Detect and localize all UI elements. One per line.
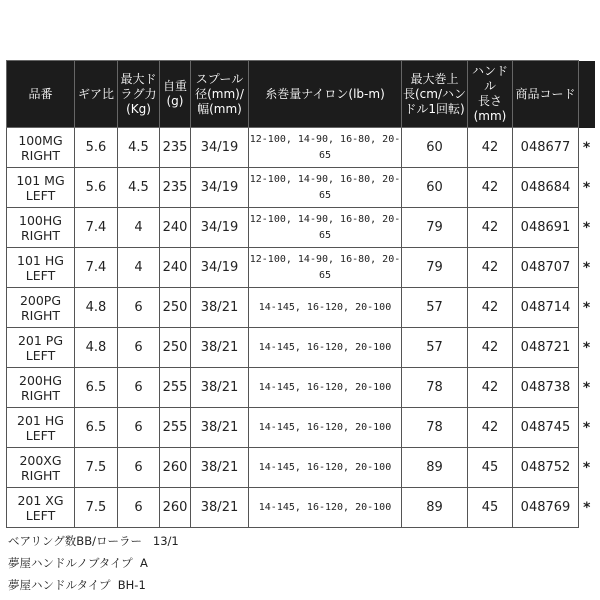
max-drag-cell: 6 bbox=[118, 328, 160, 368]
handle-length-cell: 45 bbox=[468, 448, 513, 488]
max-drag-cell: 6 bbox=[118, 288, 160, 328]
max-retrieve-cell: 78 bbox=[402, 368, 468, 408]
asterisk-mark: * bbox=[582, 339, 591, 356]
line-capacity-cell: 14-145, 16-120, 20-100 bbox=[249, 288, 402, 328]
max-drag-cell: 6 bbox=[118, 448, 160, 488]
max-retrieve-cell: 60 bbox=[402, 168, 468, 208]
table-row bbox=[7, 248, 595, 288]
spool-cell: 38/21 bbox=[191, 368, 249, 408]
handle-length-cell: 42 bbox=[468, 168, 513, 208]
max-drag-cell: 4 bbox=[118, 208, 160, 248]
product-code-cell: 048721 bbox=[513, 328, 579, 368]
asterisk-mark: * bbox=[582, 419, 591, 436]
gear-ratio-cell: 7.4 bbox=[75, 248, 118, 288]
table-row bbox=[7, 168, 595, 208]
table-row bbox=[7, 208, 595, 248]
max-retrieve-cell: 57 bbox=[402, 288, 468, 328]
header-spool: スプール 径(mm)/ 幅(mm) bbox=[191, 61, 249, 128]
max-drag-cell: 6 bbox=[118, 368, 160, 408]
product-code-cell: 048691 bbox=[513, 208, 579, 248]
spool-cell: 38/21 bbox=[191, 328, 249, 368]
spec-table bbox=[6, 60, 595, 528]
header-row bbox=[7, 61, 595, 128]
gear-ratio-cell: 6.5 bbox=[75, 408, 118, 448]
product-code-cell: 048738 bbox=[513, 368, 579, 408]
product-code-cell: 048677 bbox=[513, 128, 579, 168]
asterisk-mark: * bbox=[583, 499, 591, 516]
line-capacity-cell: 14-145, 16-120, 20-100 bbox=[249, 328, 402, 368]
model-cell: 200HG RIGHT bbox=[7, 368, 75, 408]
max-retrieve-cell: 60 bbox=[402, 128, 468, 168]
model-cell: 200PG RIGHT bbox=[7, 288, 75, 328]
gear-ratio-cell: 7.5 bbox=[75, 488, 118, 528]
max-drag-cell: 4.5 bbox=[118, 168, 160, 208]
product-code-cell: 048745 bbox=[513, 408, 579, 448]
bearing-count-note: ベアリング数BB/ローラー 13/1 bbox=[8, 534, 179, 548]
table-row bbox=[7, 288, 595, 328]
max-retrieve-cell: 57 bbox=[402, 328, 468, 368]
header-line-capacity: 糸巻量ナイロン(lb-m) bbox=[249, 61, 402, 128]
max-drag-cell: 6 bbox=[118, 408, 160, 448]
asterisk-mark: * bbox=[582, 379, 591, 396]
spool-cell: 38/21 bbox=[191, 288, 249, 328]
weight-cell: 240 bbox=[160, 208, 191, 248]
line-capacity-cell: 12-100, 14-90, 16-80, 20-65 bbox=[249, 248, 402, 288]
header-product-code: 商品コード bbox=[513, 61, 579, 128]
spool-cell: 38/21 bbox=[191, 488, 249, 528]
table-row bbox=[7, 328, 595, 368]
header-weight: 自重 (g) bbox=[160, 61, 191, 128]
asterisk-mark: * bbox=[582, 219, 591, 236]
handle-type-note: 夢屋ハンドルタイプ BH-1 bbox=[8, 578, 146, 592]
handle-length-cell: 42 bbox=[468, 408, 513, 448]
max-retrieve-cell: 89 bbox=[402, 448, 468, 488]
model-cell: 100MG RIGHT bbox=[7, 128, 75, 168]
table-row bbox=[7, 368, 595, 408]
product-code-cell: 048714 bbox=[513, 288, 579, 328]
spool-cell: 34/19 bbox=[191, 248, 249, 288]
header-max-retrieve: 最大巻上 長(cm/ハン ドル1回転) bbox=[402, 61, 468, 128]
spec-notes bbox=[8, 530, 179, 596]
gear-ratio-cell: 7.5 bbox=[75, 448, 118, 488]
spool-cell: 38/21 bbox=[191, 448, 249, 488]
asterisk-mark: * bbox=[582, 299, 591, 316]
gear-ratio-cell: 4.8 bbox=[75, 288, 118, 328]
spool-cell: 34/19 bbox=[191, 128, 249, 168]
header-gear-ratio: ギア比 bbox=[75, 61, 118, 128]
table-row bbox=[7, 488, 595, 528]
header-model: 品番 bbox=[7, 61, 75, 128]
gear-ratio-cell: 7.4 bbox=[75, 208, 118, 248]
weight-cell: 250 bbox=[160, 328, 191, 368]
line-capacity-cell: 14-145, 16-120, 20-100 bbox=[249, 448, 402, 488]
product-code-cell: 048769 bbox=[513, 488, 579, 528]
asterisk-mark: * bbox=[582, 259, 591, 276]
model-cell: 201 HG LEFT bbox=[7, 408, 75, 448]
header-max-drag: 最大ド ラグ力 (Kg) bbox=[118, 61, 160, 128]
weight-cell: 235 bbox=[160, 128, 191, 168]
handle-length-cell: 42 bbox=[468, 128, 513, 168]
max-drag-cell: 4 bbox=[118, 248, 160, 288]
gear-ratio-cell: 6.5 bbox=[75, 368, 118, 408]
line-capacity-cell: 12-100, 14-90, 16-80, 20-65 bbox=[249, 128, 402, 168]
table-row bbox=[7, 408, 595, 448]
max-retrieve-cell: 79 bbox=[402, 208, 468, 248]
gear-ratio-cell: 4.8 bbox=[75, 328, 118, 368]
header-mark bbox=[579, 61, 595, 128]
model-cell: 101 HG LEFT bbox=[7, 248, 75, 288]
weight-cell: 260 bbox=[160, 488, 191, 528]
handle-knob-type-note: 夢屋ハンドルノブタイプ A bbox=[8, 556, 148, 570]
product-code-cell: 048684 bbox=[513, 168, 579, 208]
weight-cell: 255 bbox=[160, 408, 191, 448]
model-cell: 200XG RIGHT bbox=[7, 448, 75, 488]
line-capacity-cell: 14-145, 16-120, 20-100 bbox=[249, 368, 402, 408]
line-capacity-cell: 12-100, 14-90, 16-80, 20-65 bbox=[249, 208, 402, 248]
line-capacity-cell: 14-145, 16-120, 20-100 bbox=[249, 488, 402, 528]
gear-ratio-cell: 5.6 bbox=[75, 128, 118, 168]
handle-length-cell: 42 bbox=[468, 248, 513, 288]
handle-length-cell: 42 bbox=[468, 208, 513, 248]
line-capacity-cell: 12-100, 14-90, 16-80, 20-65 bbox=[249, 168, 402, 208]
weight-cell: 255 bbox=[160, 368, 191, 408]
handle-length-cell: 45 bbox=[468, 488, 513, 528]
weight-cell: 260 bbox=[160, 448, 191, 488]
model-cell: 101 MG LEFT bbox=[7, 168, 75, 208]
weight-cell: 240 bbox=[160, 248, 191, 288]
spool-cell: 38/21 bbox=[191, 408, 249, 448]
header-handle-length: ハンドル 長さ (mm) bbox=[468, 61, 513, 128]
weight-cell: 235 bbox=[160, 168, 191, 208]
asterisk-mark: * bbox=[582, 459, 591, 476]
max-drag-cell: 6 bbox=[118, 488, 160, 528]
handle-length-cell: 42 bbox=[468, 328, 513, 368]
line-capacity-cell: 14-145, 16-120, 20-100 bbox=[249, 408, 402, 448]
product-code-cell: 048752 bbox=[513, 448, 579, 488]
spool-cell: 34/19 bbox=[191, 168, 249, 208]
table-row bbox=[7, 128, 595, 168]
asterisk-mark: * bbox=[582, 179, 591, 196]
asterisk-mark: * bbox=[582, 139, 591, 156]
max-retrieve-cell: 78 bbox=[402, 408, 468, 448]
model-cell: 201 XG LEFT bbox=[7, 488, 75, 528]
max-drag-cell: 4.5 bbox=[118, 128, 160, 168]
weight-cell: 250 bbox=[160, 288, 191, 328]
product-code-cell: 048707 bbox=[513, 248, 579, 288]
spool-cell: 34/19 bbox=[191, 208, 249, 248]
model-cell: 100HG RIGHT bbox=[7, 208, 75, 248]
max-retrieve-cell: 79 bbox=[402, 248, 468, 288]
model-cell: 201 PG LEFT bbox=[7, 328, 75, 368]
handle-length-cell: 42 bbox=[468, 368, 513, 408]
max-retrieve-cell: 89 bbox=[402, 488, 468, 528]
gear-ratio-cell: 5.6 bbox=[75, 168, 118, 208]
handle-length-cell: 42 bbox=[468, 288, 513, 328]
table-row bbox=[7, 448, 595, 488]
